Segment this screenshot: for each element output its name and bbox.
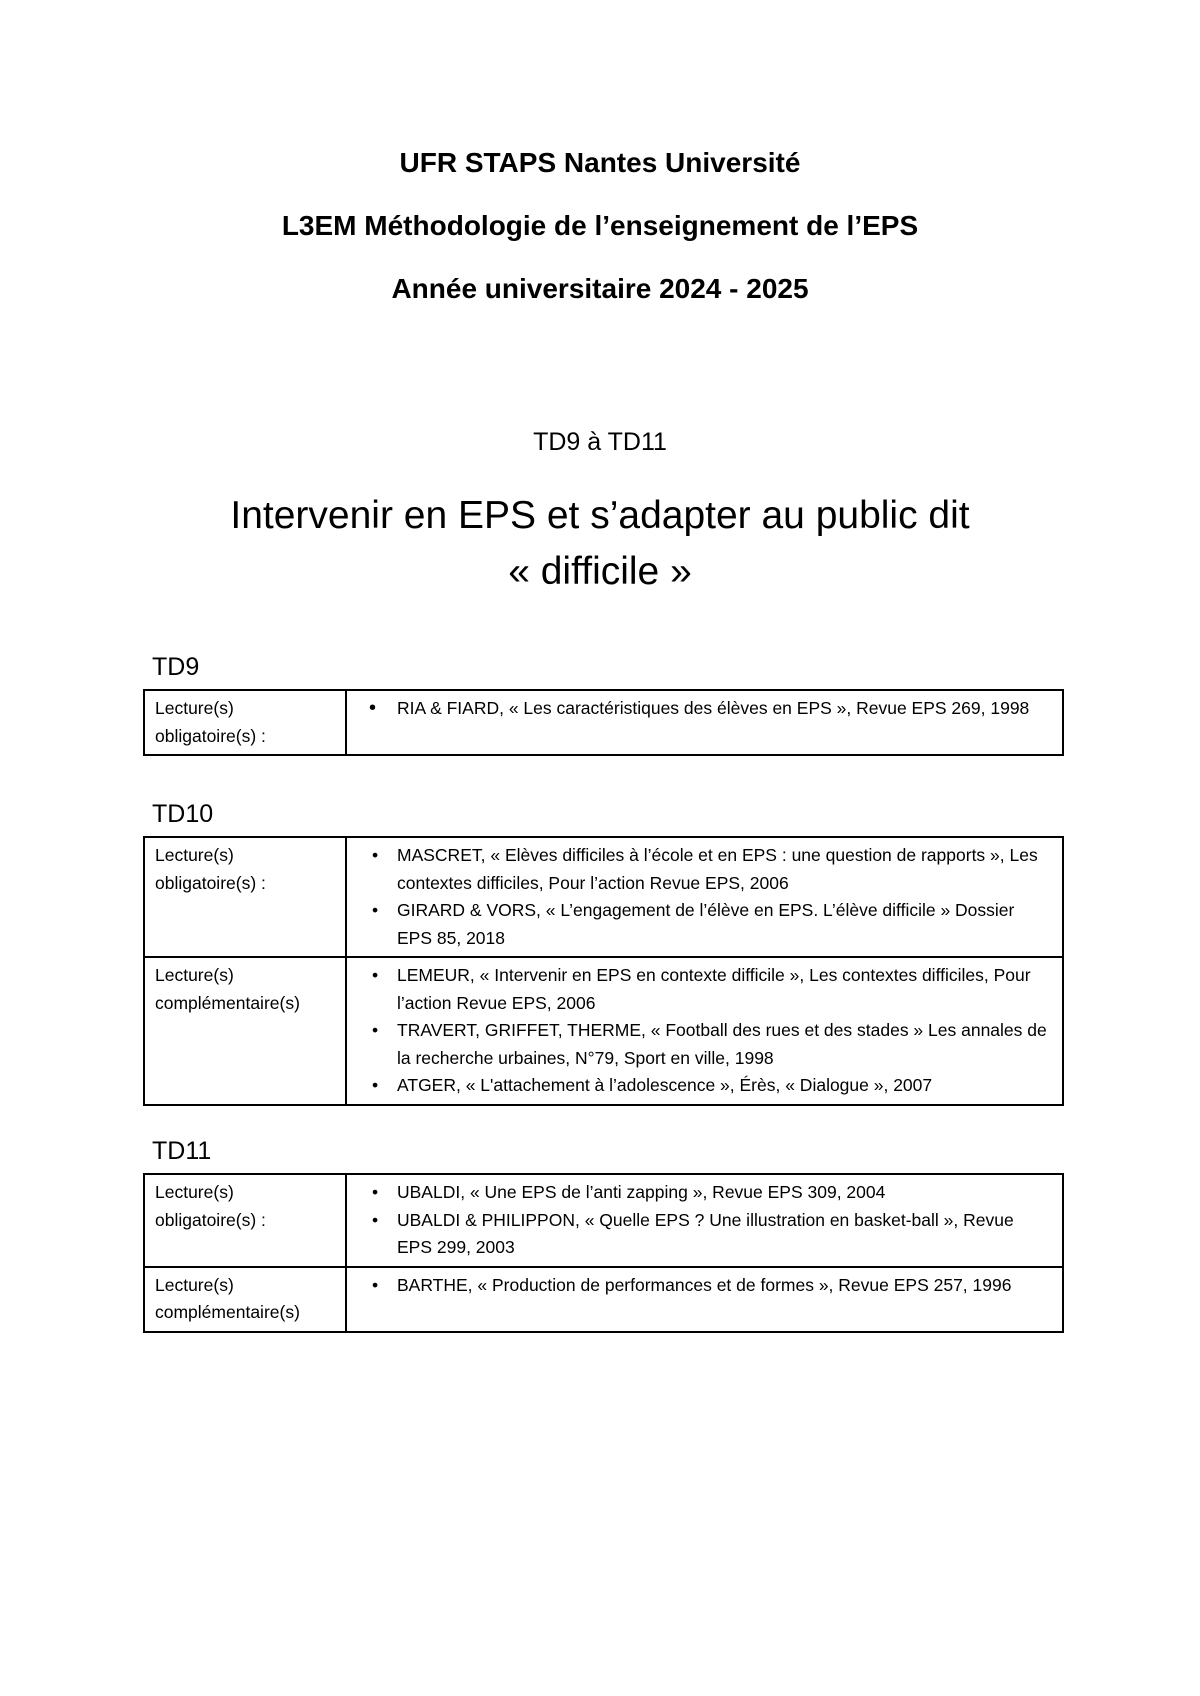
list-item: • UBALDI, « Une EPS de l’anti zapping », Revue EPS 309, 2004	[397, 1179, 1052, 1207]
row-label	[144, 1174, 346, 1267]
reading-list-cell	[346, 1267, 1063, 1332]
reading-list-cell	[346, 837, 1063, 957]
reading-table-td11	[143, 1173, 1064, 1333]
table-row	[144, 837, 1063, 957]
label-line: Lecture(s)	[155, 1274, 234, 1295]
list-item: • LEMEUR, « Intervenir en EPS en contexte difficile », Les contextes difficiles, Pour l’action Revue EPS, 2006	[397, 962, 1052, 1017]
list-item: • MASCRET, « Elèves difficiles à l’école et en EPS : une question de rapports », Les contextes difficiles, Pour l’action Revue EPS, 2006	[397, 842, 1052, 897]
table-row	[144, 1267, 1063, 1332]
session-range: TD9 à TD11	[533, 428, 667, 456]
list-item: • TRAVERT, GRIFFET, THERME, « Football des rues et des stades » Les annales de la recherche urbaines, N°79, Sport en ville, 1998	[397, 1017, 1052, 1072]
table-row	[144, 957, 1063, 1105]
header-course: L3EM Méthodologie de l’enseignement de l’EPS	[281, 210, 919, 241]
reading-list-cell	[346, 1174, 1063, 1267]
label-line: obligatoire(s) :	[155, 872, 266, 893]
reading-list	[357, 1272, 1052, 1300]
reading-list-cell	[346, 690, 1063, 755]
reading-list	[357, 962, 1052, 1100]
label-line: obligatoire(s) :	[155, 1209, 266, 1230]
reading-table-td10	[143, 836, 1064, 1106]
list-item: • ATGER, « L'attachement à l’adolescence », Érès, « Dialogue », 2007	[397, 1072, 1052, 1100]
label-line: complémentaire(s)	[155, 1302, 300, 1322]
header-year: Année universitaire 2024 - 2025	[391, 273, 809, 304]
label-line: Lecture(s)	[155, 965, 234, 985]
row-label	[144, 1267, 346, 1332]
reading-list	[357, 842, 1052, 952]
table-row	[144, 1174, 1063, 1267]
row-label	[144, 957, 346, 1105]
page-title	[0, 488, 1200, 600]
list-item: • GIRARD & VORS, « L’engagement de l’élève en EPS. L’élève difficile » Dossier EPS 85, 2018	[397, 897, 1052, 952]
list-item: • UBALDI & PHILIPPON, « Quelle EPS ? Une illustration en basket-ball », Revue EPS 299, 2003	[397, 1207, 1052, 1262]
list-item: • RIA & FIARD, « Les caractéristiques des élèves en EPS », Revue EPS 269, 1998	[397, 695, 1052, 723]
section-label-td10: TD10	[152, 800, 214, 828]
label-line: Lecture(s)	[155, 1182, 234, 1202]
title-line-1: Intervenir en EPS et s’adapter au public dit	[230, 494, 970, 537]
row-label	[144, 690, 346, 755]
table-row	[144, 690, 1063, 755]
label-line: obligatoire(s) :	[155, 725, 266, 746]
list-item: • BARTHE, « Production de performances et de formes », Revue EPS 257, 1996	[397, 1272, 1052, 1300]
section-label-td9: TD9	[152, 653, 200, 681]
row-label	[144, 837, 346, 957]
title-line-2: « difficile »	[508, 550, 692, 593]
header-institution: UFR STAPS Nantes Université	[399, 147, 801, 178]
reading-list	[357, 695, 1052, 723]
reading-list-cell	[346, 957, 1063, 1105]
label-line: Lecture(s)	[155, 845, 234, 865]
section-label-td11: TD11	[152, 1137, 212, 1165]
label-line: complémentaire(s)	[155, 992, 300, 1013]
reading-list	[357, 1179, 1052, 1262]
reading-table-td9	[143, 689, 1064, 756]
label-line: Lecture(s)	[155, 698, 234, 718]
